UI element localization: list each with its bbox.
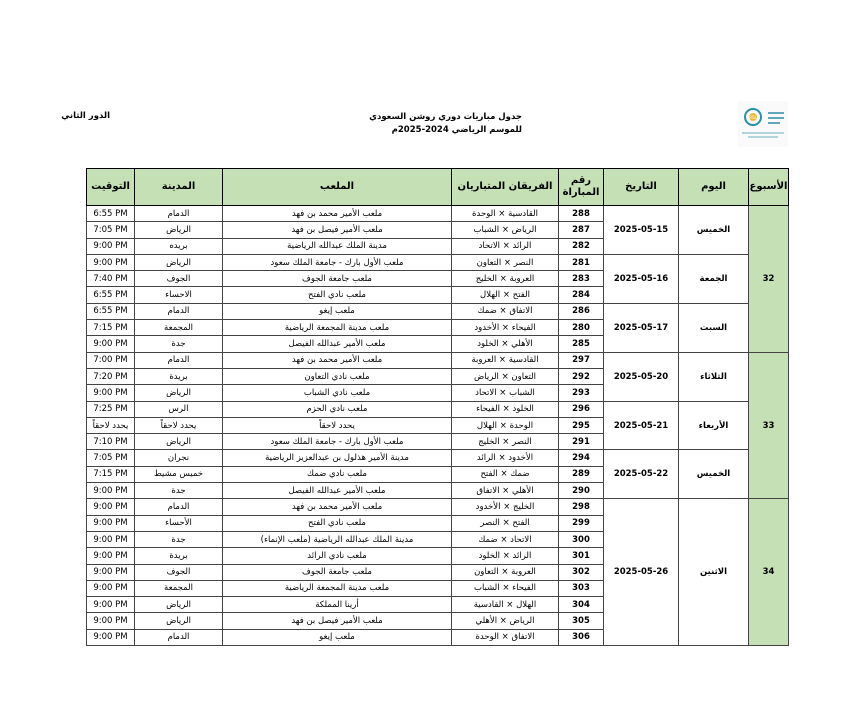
teams-cell: العروبة × التعاون [452,564,559,580]
city-cell: الرس [135,401,223,417]
match-number: 283 [559,271,604,287]
city-cell: الدمام [135,206,223,222]
date-cell: 2025-05-20 [604,352,679,401]
header-row [87,169,789,206]
teams-cell: العروبة × الخليج [452,271,559,287]
stadium-cell: ملعب جامعة الجوف [223,271,452,287]
city-cell: نجران [135,450,223,466]
teams-cell: الفتح × الهلال [452,287,559,303]
col-day: اليوم [679,169,749,206]
match-number: 291 [559,434,604,450]
table-row [87,352,789,368]
match-number: 288 [559,206,604,222]
city-cell: الرياض [135,254,223,270]
teams-cell: الاتفاق × ضمك [452,303,559,319]
teams-cell: الرياض × الشباب [452,222,559,238]
teams-cell: الخليج × الأخدود [452,499,559,515]
match-number: 300 [559,531,604,547]
teams-cell: الخلود × الفيحاء [452,401,559,417]
teams-cell: القادسية × الوحدة [452,206,559,222]
stadium-cell: ملعب نادي الرائد [223,548,452,564]
teams-cell: الرياض × الأهلي [452,613,559,629]
time-cell: 9:00 PM [87,613,135,629]
schedule-table [86,168,789,646]
match-number: 302 [559,564,604,580]
day-cell: الجمعة [679,254,749,303]
stadium-cell: مدينة الملك عبدالله الرياضية [223,238,452,254]
time-cell: 6:55 PM [87,206,135,222]
time-cell: 9:00 PM [87,238,135,254]
time-cell: 9:00 PM [87,629,135,645]
stadium-cell: ملعب الأمير محمد بن فهد [223,352,452,368]
match-number: 292 [559,368,604,384]
match-number: 286 [559,303,604,319]
time-cell: 9:00 PM [87,499,135,515]
teams-cell: الأهلي × الخلود [452,336,559,352]
date-cell: 2025-05-26 [604,499,679,646]
stadium-cell: ملعب مدينة المجمعة الرياضية [223,320,452,336]
col-match-number: رقم المباراة [559,169,604,206]
day-cell: الأربعاء [679,401,749,450]
time-cell: 6:55 PM [87,303,135,319]
city-cell: بريدة [135,548,223,564]
col-teams: الفريقان المتباريان [452,169,559,206]
col-week: الأسبوع [749,169,789,206]
week-number: 33 [749,352,789,499]
stadium-cell: مدينة الأمير هذلول بن عبدالعزيز الرياضية [223,450,452,466]
day-cell: الخميس [679,450,749,499]
stadium-cell: ملعب إيغو [223,303,452,319]
city-cell: بريدة [135,368,223,384]
stadium-cell: ملعب الأول بارك - جامعة الملك سعود [223,254,452,270]
time-cell: 6:55 PM [87,287,135,303]
week-number: 34 [749,499,789,646]
time-cell: 7:40 PM [87,271,135,287]
teams-cell: النصر × التعاون [452,254,559,270]
stadium-cell: ملعب جامعة الجوف [223,564,452,580]
date-cell: 2025-05-17 [604,303,679,352]
match-number: 280 [559,320,604,336]
time-cell: 9:00 PM [87,597,135,613]
match-number: 306 [559,629,604,645]
time-cell: 9:00 PM [87,515,135,531]
city-cell: خميس مشيط [135,466,223,482]
date-cell: 2025-05-21 [604,401,679,450]
time-cell: يحدد لاحقاً [87,417,135,433]
match-number: 296 [559,401,604,417]
time-cell: 7:10 PM [87,434,135,450]
match-number: 293 [559,385,604,401]
city-cell: الأحساء [135,515,223,531]
stadium-cell: ملعب نادي الفتح [223,287,452,303]
match-number: 294 [559,450,604,466]
match-number: 305 [559,613,604,629]
stadium-cell: ملعب الأمير فيصل بن فهد [223,613,452,629]
title-line-2: للموسم الرياضي 2024-2025م [391,125,522,135]
time-cell: 9:00 PM [87,531,135,547]
title-line-1: جدول مباريات دوري روشن السعودي [369,112,522,122]
city-cell: جدة [135,531,223,547]
teams-cell: الاتفاق × الوحدة [452,629,559,645]
time-cell: 9:00 PM [87,336,135,352]
time-cell: 7:15 PM [87,466,135,482]
schedule-title [360,111,522,137]
match-number: 299 [559,515,604,531]
match-number: 281 [559,254,604,270]
time-cell: 7:25 PM [87,401,135,417]
match-number: 304 [559,597,604,613]
time-cell: 7:15 PM [87,320,135,336]
schedule-body [87,206,789,646]
city-cell: الرياض [135,613,223,629]
city-cell: جدة [135,336,223,352]
match-number: 297 [559,352,604,368]
time-cell: 9:00 PM [87,564,135,580]
stadium-cell: ملعب الأمير محمد بن فهد [223,499,452,515]
teams-cell: الوحدة × الهلال [452,417,559,433]
stadium-cell: ملعب الأول بارك - جامعة الملك سعود [223,434,452,450]
stadium-cell: ملعب نادي ضمك [223,466,452,482]
time-cell: 9:00 PM [87,548,135,564]
stadium-cell: يحدد لاحقاً [223,417,452,433]
match-number: 285 [559,336,604,352]
city-cell: الرياض [135,385,223,401]
teams-cell: الأهلي × الاتفاق [452,483,559,499]
teams-cell: الرائد × الاتحاد [452,238,559,254]
teams-cell: الشباب × الاتحاد [452,385,559,401]
city-cell: الدمام [135,303,223,319]
teams-cell: الهلال × القادسية [452,597,559,613]
stadium-cell: ملعب نادي الشباب [223,385,452,401]
table-row [87,401,789,417]
col-time: التوقيت [87,169,135,206]
match-number: 289 [559,466,604,482]
stadium-cell: مدينة الملك عبدالله الرياضية (ملعب الإنماء) [223,531,452,547]
day-cell: الثلاثاء [679,352,749,401]
time-cell: 9:00 PM [87,254,135,270]
time-cell: 9:00 PM [87,580,135,596]
time-cell: 7:05 PM [87,450,135,466]
city-cell: الجوف [135,564,223,580]
city-cell: المجمعة [135,580,223,596]
time-cell: 7:05 PM [87,222,135,238]
time-cell: 7:20 PM [87,368,135,384]
city-cell: الرياض [135,597,223,613]
city-cell: الدمام [135,629,223,645]
day-cell: الاثنين [679,499,749,646]
time-cell: 7:00 PM [87,352,135,368]
match-number: 298 [559,499,604,515]
table-row [87,450,789,466]
match-number: 290 [559,483,604,499]
stadium-cell: ملعب الأمير فيصل بن فهد [223,222,452,238]
stadium-cell: ملعب الأمير عبدالله الفيصل [223,336,452,352]
stadium-cell: ملعب نادي الفتح [223,515,452,531]
stadium-cell: ملعب نادي الحزم [223,401,452,417]
match-number: 301 [559,548,604,564]
col-date: التاريخ [604,169,679,206]
stadium-cell: ملعب مدينة المجمعة الرياضية [223,580,452,596]
stadium-cell: ملعب إيغو [223,629,452,645]
city-cell: الجوف [135,271,223,287]
city-cell: الرياض [135,222,223,238]
svg-text:RSL: RSL [749,115,757,120]
col-city: المدينة [135,169,223,206]
city-cell: الدمام [135,499,223,515]
date-cell: 2025-05-22 [604,450,679,499]
city-cell: جدة [135,483,223,499]
day-cell: السبت [679,303,749,352]
table-row [87,254,789,270]
week-number: 32 [749,206,789,353]
teams-cell: القادسية × العروبة [452,352,559,368]
city-cell: يحدد لاحقاً [135,417,223,433]
teams-cell: ضمك × الفتح [452,466,559,482]
time-cell: 9:00 PM [87,385,135,401]
round-label: الدور الثاني [61,111,110,121]
teams-cell: النصر × الخليج [452,434,559,450]
teams-cell: الأخدود × الرائد [452,450,559,466]
city-cell: بريده [135,238,223,254]
stadium-cell: أرينا المملكة [223,597,452,613]
stadium-cell: ملعب الأمير عبدالله الفيصل [223,483,452,499]
date-cell: 2025-05-15 [604,206,679,255]
teams-cell: التعاون × الرياض [452,368,559,384]
table-row [87,499,789,515]
match-number: 282 [559,238,604,254]
teams-cell: الرائد × الخلود [452,548,559,564]
match-number: 303 [559,580,604,596]
day-cell: الخميس [679,206,749,255]
city-cell: الدمام [135,352,223,368]
teams-cell: الفيحاء × الأخدود [452,320,559,336]
table-row [87,303,789,319]
teams-cell: الفتح × النصر [452,515,559,531]
stadium-cell: ملعب نادي التعاون [223,368,452,384]
city-cell: الرياض [135,434,223,450]
city-cell: الاحساء [135,287,223,303]
col-stadium: الملعب [223,169,452,206]
city-cell: المجمعة [135,320,223,336]
table-row [87,206,789,222]
match-number: 287 [559,222,604,238]
time-cell: 9:00 PM [87,483,135,499]
teams-cell: الاتحاد × ضمك [452,531,559,547]
stadium-cell: ملعب الأمير محمد بن فهد [223,206,452,222]
teams-cell: الفيحاء × الشباب [452,580,559,596]
date-cell: 2025-05-16 [604,254,679,303]
spl-logo-icon [738,101,788,147]
match-number: 284 [559,287,604,303]
match-number: 295 [559,417,604,433]
